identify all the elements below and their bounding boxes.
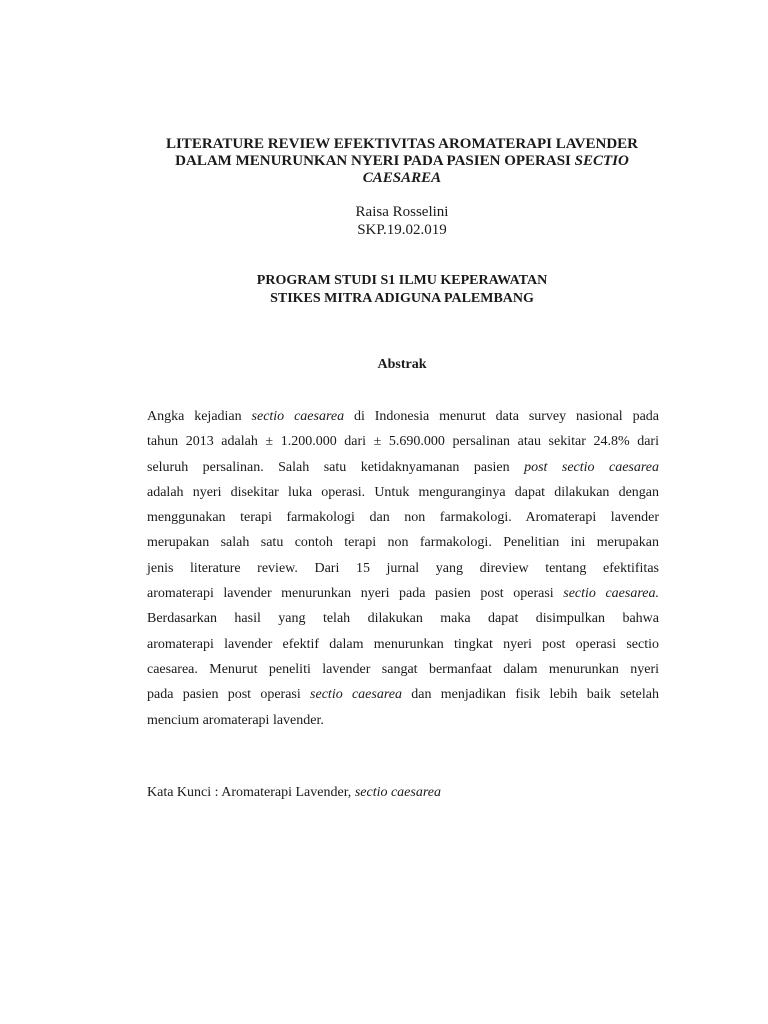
abstract-text: menggunakan terapi farmakologi dan non farmakologi. Aromaterapi lavender bbox=[147, 510, 659, 526]
abstract-line bbox=[147, 530, 659, 555]
abstract-line bbox=[147, 632, 659, 657]
program-name: PROGRAM STUDI S1 ILMU KEPERAWATAN bbox=[256, 273, 548, 288]
institution-block bbox=[140, 272, 664, 308]
student-id: SKP.19.02.019 bbox=[357, 222, 447, 238]
abstract-line bbox=[147, 404, 659, 429]
author-block bbox=[140, 203, 664, 239]
abstract-italic-term: post sectio caesarea bbox=[524, 459, 659, 475]
abstract-text: aromaterapi lavender menurunkan nyeri pada pasien post operasi bbox=[147, 586, 564, 602]
institution-name: STIKES MITRA ADIGUNA PALEMBANG bbox=[270, 291, 534, 306]
keywords bbox=[147, 783, 441, 803]
abstract-text: Berdasarkan hasil yang telah dilakukan maka dapat disimpulkan bahwa bbox=[147, 611, 659, 627]
abstract-line bbox=[147, 556, 659, 581]
title-line-2-italic: SECTIO bbox=[574, 153, 629, 169]
abstract-text: Angka kejadian bbox=[147, 409, 252, 424]
abstract-line bbox=[147, 505, 659, 530]
abstract-line bbox=[147, 480, 659, 505]
abstract-text: pada pasien post operasi bbox=[147, 687, 311, 703]
keywords-label: Kata Kunci : Aromaterapi Lavender, bbox=[147, 785, 355, 800]
abstract-text: adalah nyeri disekitar luka operasi. Untuk menguranginya dapat dilakukan dengan bbox=[147, 484, 659, 500]
title-line-1: LITERATURE REVIEW EFEKTIVITAS AROMATERAPI LAVENDER bbox=[165, 136, 639, 152]
abstract-italic-term: sectio caesarea. bbox=[563, 586, 659, 602]
abstract-line bbox=[147, 708, 659, 733]
abstract-line bbox=[147, 455, 659, 480]
abstract-text: seluruh persalinan. Salah satu ketidaknyamanan pasien bbox=[147, 459, 525, 475]
abstract-body bbox=[147, 404, 659, 733]
abstract-line bbox=[147, 682, 659, 707]
title-line-3-italic: CAESAREA bbox=[362, 170, 442, 186]
abstract-line bbox=[147, 657, 659, 682]
abstract-text: aromaterapi lavender efektif dalam menurunkan tingkat nyeri post operasi sectio bbox=[147, 636, 659, 652]
author-name: Raisa Rosselini bbox=[355, 204, 449, 220]
title-line-2-text: DALAM MENURUNKAN NYERI PADA PASIEN OPERASI bbox=[175, 153, 575, 169]
abstract-heading: Abstrak bbox=[377, 357, 427, 372]
abstract-text: dan menjadikan fisik lebih baik setelah bbox=[402, 687, 659, 703]
abstract-italic-term: sectio caesarea bbox=[310, 687, 402, 703]
keywords-italic: sectio caesarea bbox=[354, 785, 441, 800]
paper-title bbox=[140, 136, 664, 187]
abstract-text: merupakan salah satu contoh terapi non farmakologi. Penelitian ini merupakan bbox=[147, 535, 659, 551]
abstract-line bbox=[147, 429, 659, 454]
abstract-line bbox=[147, 581, 659, 606]
abstract-text: caesarea. Menurut peneliti lavender sangat bermanfaat dalam menurunkan nyeri bbox=[147, 661, 659, 677]
title-line-3 bbox=[140, 170, 664, 187]
abstract-line bbox=[147, 606, 659, 631]
title-line-2 bbox=[140, 153, 664, 170]
abstract-text: tahun 2013 adalah ± 1.200.000 dari ± 5.690.000 persalinan atau sekitar 24.8% dari bbox=[147, 434, 659, 450]
abstract-italic-term: sectio caesarea bbox=[251, 409, 345, 424]
abstract-text: di Indonesia menurut data survey nasional pada bbox=[344, 409, 659, 424]
abstract-text: jenis literature review. Dari 15 jurnal yang direview tentang efektifitas bbox=[147, 560, 659, 576]
abstract-text: mencium aromaterapi lavender. bbox=[147, 712, 324, 728]
